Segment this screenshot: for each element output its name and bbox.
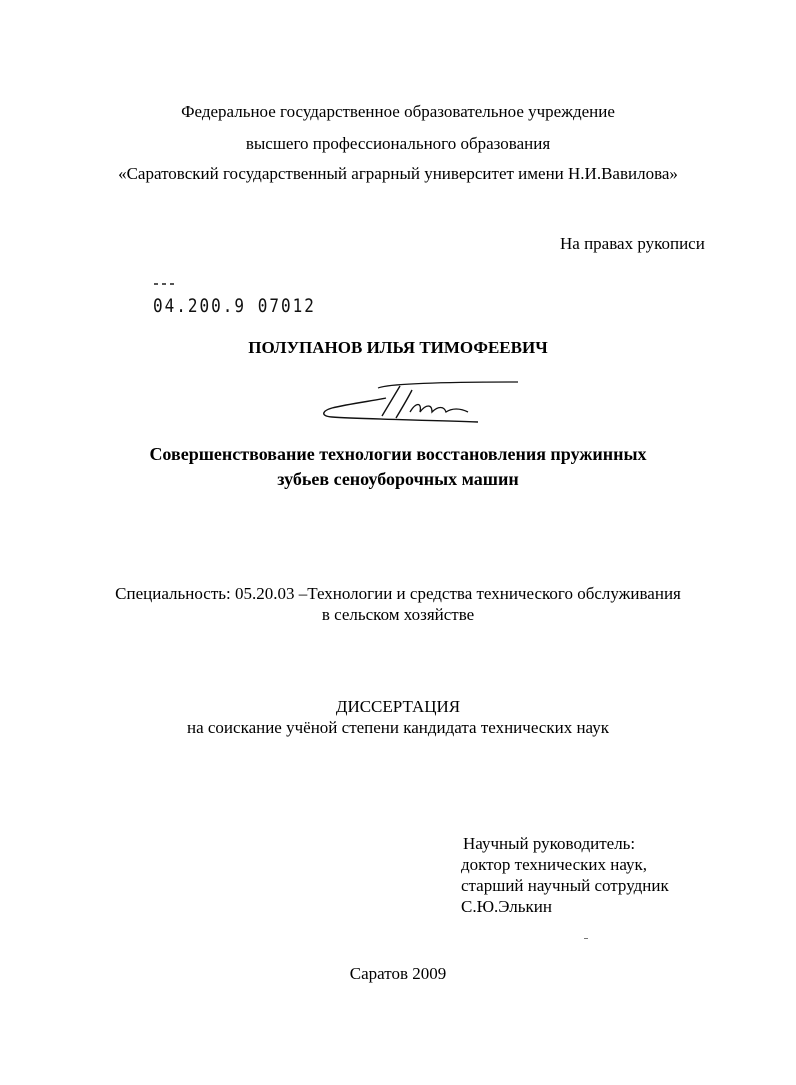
author-name: ПОЛУПАНОВ ИЛЬЯ ТИМОФЕЕВИЧ — [248, 338, 548, 357]
institution-line-1: Федеральное государственное образовательное учреждение — [181, 102, 615, 121]
city-year: Саратов 2009 — [349, 964, 447, 983]
scan-speck — [584, 938, 588, 939]
rights-note: На правах рукописи — [560, 234, 705, 253]
stamp-dots — [154, 283, 176, 287]
institution-line-3: «Саратовский государственный аграрный университет имени Н.И.Вавилова» — [118, 164, 678, 183]
supervisor-name: С.Ю.Элькин — [461, 897, 553, 916]
document-type: ДИССЕРТАЦИЯ — [335, 697, 461, 716]
dissertation-title-line-2: зубьев сеноуборочных машин — [277, 469, 519, 489]
specialty-line-2: в сельском хозяйстве — [321, 605, 475, 624]
institution-line-2: высшего профессионального образования — [245, 134, 551, 153]
registration-stamp: 04.200.9 07012 — [153, 294, 316, 317]
supervisor-position: старший научный сотрудник — [461, 876, 669, 895]
degree-line: на соискание учёной степени кандидата технических наук — [186, 718, 609, 737]
specialty-line-1: Специальность: 05.20.03 –Технологии и средства технического обслуживания — [115, 584, 681, 603]
dissertation-title-line-1: Совершенствование технологии восстановления пружинных — [149, 444, 647, 464]
supervisor-degree: доктор технических наук, — [461, 855, 648, 874]
supervisor-label: Научный руководитель: — [463, 834, 636, 853]
author-signature — [318, 376, 520, 436]
